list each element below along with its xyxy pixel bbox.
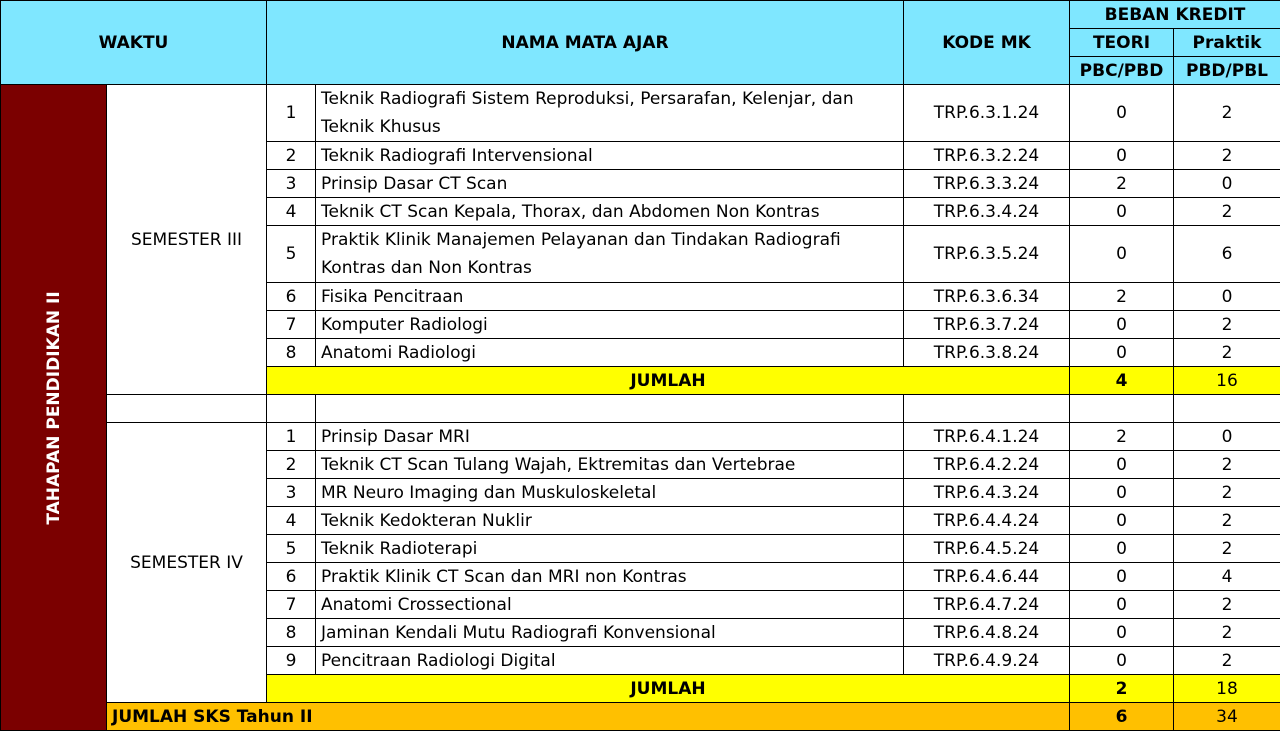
- tahapan-label: [1, 85, 107, 731]
- credit-praktik: 0: [1174, 423, 1280, 451]
- course-name: Teknik Radiografi Sistem Reproduksi, Persarafan, Kelenjar, dan Teknik Khusus: [316, 85, 904, 142]
- credit-praktik: 0: [1174, 283, 1280, 311]
- credit-teori: 0: [1070, 647, 1174, 675]
- credit-praktik: 2: [1174, 311, 1280, 339]
- course-code: TRP.6.4.8.24: [904, 619, 1070, 647]
- header-beban-kredit: BEBAN KREDIT: [1070, 1, 1280, 29]
- row-number: 6: [267, 283, 316, 311]
- course-code: TRP.6.4.5.24: [904, 535, 1070, 563]
- credit-teori: 0: [1070, 619, 1174, 647]
- course-name: Teknik CT Scan Kepala, Thorax, dan Abdomen Non Kontras: [316, 198, 904, 226]
- spacer-cell: [107, 395, 267, 423]
- spacer-cell: [1174, 395, 1280, 423]
- course-code: TRP.6.4.2.24: [904, 451, 1070, 479]
- row-number: 7: [267, 311, 316, 339]
- credit-teori: 0: [1070, 226, 1174, 283]
- course-code: TRP.6.4.1.24: [904, 423, 1070, 451]
- header-waktu: WAKTU: [1, 1, 267, 85]
- credit-praktik: 2: [1174, 479, 1280, 507]
- course-code: TRP.6.3.8.24: [904, 339, 1070, 367]
- jumlah-praktik: 16: [1174, 367, 1280, 395]
- credit-teori: 0: [1070, 142, 1174, 170]
- semester-4-label: SEMESTER IV: [107, 423, 267, 703]
- row-number: 7: [267, 591, 316, 619]
- credit-praktik: 0: [1174, 170, 1280, 198]
- row-number: 6: [267, 563, 316, 591]
- course-code: TRP.6.3.7.24: [904, 311, 1070, 339]
- spacer-cell: [316, 395, 904, 423]
- jumlah-teori: 4: [1070, 367, 1174, 395]
- header-teori: TEORI: [1070, 29, 1174, 57]
- course-code: TRP.6.3.4.24: [904, 198, 1070, 226]
- row-number: 3: [267, 479, 316, 507]
- header-pbd-pbl: PBD/PBL: [1174, 57, 1280, 85]
- total-praktik: 34: [1174, 703, 1280, 731]
- credit-teori: 0: [1070, 507, 1174, 535]
- credit-teori: 0: [1070, 339, 1174, 367]
- course-name: Prinsip Dasar MRI: [316, 423, 904, 451]
- credit-teori: 2: [1070, 283, 1174, 311]
- course-name: Komputer Radiologi: [316, 311, 904, 339]
- credit-teori: 0: [1070, 563, 1174, 591]
- course-code: TRP.6.3.1.24: [904, 85, 1070, 142]
- course-code: TRP.6.4.4.24: [904, 507, 1070, 535]
- course-code: TRP.6.4.9.24: [904, 647, 1070, 675]
- spacer-cell: [1070, 395, 1174, 423]
- course-code: TRP.6.4.3.24: [904, 479, 1070, 507]
- row-number: 5: [267, 535, 316, 563]
- course-name: Teknik Radioterapi: [316, 535, 904, 563]
- row-number: 1: [267, 423, 316, 451]
- course-name: Teknik Kedokteran Nuklir: [316, 507, 904, 535]
- credit-praktik: 2: [1174, 591, 1280, 619]
- row-number: 9: [267, 647, 316, 675]
- tahapan-text: TAHAPAN PENDIDIKAN II: [41, 291, 67, 524]
- total-label: JUMLAH SKS Tahun II: [107, 703, 1070, 731]
- row-number: 8: [267, 339, 316, 367]
- credit-teori: 0: [1070, 198, 1174, 226]
- row-number: 2: [267, 451, 316, 479]
- credit-praktik: 2: [1174, 198, 1280, 226]
- header-nama-mata-ajar: NAMA MATA AJAR: [267, 1, 904, 85]
- spacer-cell: [267, 395, 316, 423]
- course-name: Teknik Radiografi Intervensional: [316, 142, 904, 170]
- header-praktik: Praktik: [1174, 29, 1280, 57]
- credit-praktik: 2: [1174, 142, 1280, 170]
- credit-teori: 2: [1070, 170, 1174, 198]
- credit-teori: 0: [1070, 311, 1174, 339]
- course-name: Pencitraan Radiologi Digital: [316, 647, 904, 675]
- row-number: 3: [267, 170, 316, 198]
- jumlah-praktik: 18: [1174, 675, 1280, 703]
- credit-teori: 0: [1070, 479, 1174, 507]
- course-name: Prinsip Dasar CT Scan: [316, 170, 904, 198]
- jumlah-label: JUMLAH: [267, 675, 1070, 703]
- row-number: 4: [267, 198, 316, 226]
- credit-praktik: 2: [1174, 451, 1280, 479]
- course-name: Praktik Klinik CT Scan dan MRI non Kontras: [316, 563, 904, 591]
- header-pbc-pbd: PBC/PBD: [1070, 57, 1174, 85]
- course-name: Anatomi Radiologi: [316, 339, 904, 367]
- course-name: Fisika Pencitraan: [316, 283, 904, 311]
- semester-3-label: SEMESTER III: [107, 85, 267, 395]
- credit-teori: 0: [1070, 85, 1174, 142]
- row-number: 4: [267, 507, 316, 535]
- credit-teori: 0: [1070, 591, 1174, 619]
- jumlah-label: JUMLAH: [267, 367, 1070, 395]
- credit-praktik: 2: [1174, 619, 1280, 647]
- credit-teori: 2: [1070, 423, 1174, 451]
- course-name: Teknik CT Scan Tulang Wajah, Ektremitas dan Vertebrae: [316, 451, 904, 479]
- credit-praktik: 2: [1174, 507, 1280, 535]
- jumlah-teori: 2: [1070, 675, 1174, 703]
- course-code: TRP.6.3.3.24: [904, 170, 1070, 198]
- course-name: Praktik Klinik Manajemen Pelayanan dan Tindakan Radiografi Kontras dan Non Kontras: [316, 226, 904, 283]
- course-code: TRP.6.3.2.24: [904, 142, 1070, 170]
- credit-praktik: 2: [1174, 647, 1280, 675]
- row-number: 1: [267, 85, 316, 142]
- total-teori: 6: [1070, 703, 1174, 731]
- credit-teori: 0: [1070, 535, 1174, 563]
- spacer-cell: [904, 395, 1070, 423]
- course-name: Anatomi Crossectional: [316, 591, 904, 619]
- course-code: TRP.6.4.6.44: [904, 563, 1070, 591]
- credit-praktik: 6: [1174, 226, 1280, 283]
- course-code: TRP.6.3.6.34: [904, 283, 1070, 311]
- course-code: TRP.6.4.7.24: [904, 591, 1070, 619]
- credit-praktik: 2: [1174, 85, 1280, 142]
- credit-praktik: 2: [1174, 339, 1280, 367]
- credit-praktik: 2: [1174, 535, 1280, 563]
- course-name: Jaminan Kendali Mutu Radiografi Konvensional: [316, 619, 904, 647]
- credit-praktik: 4: [1174, 563, 1280, 591]
- row-number: 2: [267, 142, 316, 170]
- course-code: TRP.6.3.5.24: [904, 226, 1070, 283]
- row-number: 5: [267, 226, 316, 283]
- row-number: 8: [267, 619, 316, 647]
- credit-teori: 0: [1070, 451, 1174, 479]
- course-name: MR Neuro Imaging dan Muskuloskeletal: [316, 479, 904, 507]
- header-kode-mk: KODE MK: [904, 1, 1070, 85]
